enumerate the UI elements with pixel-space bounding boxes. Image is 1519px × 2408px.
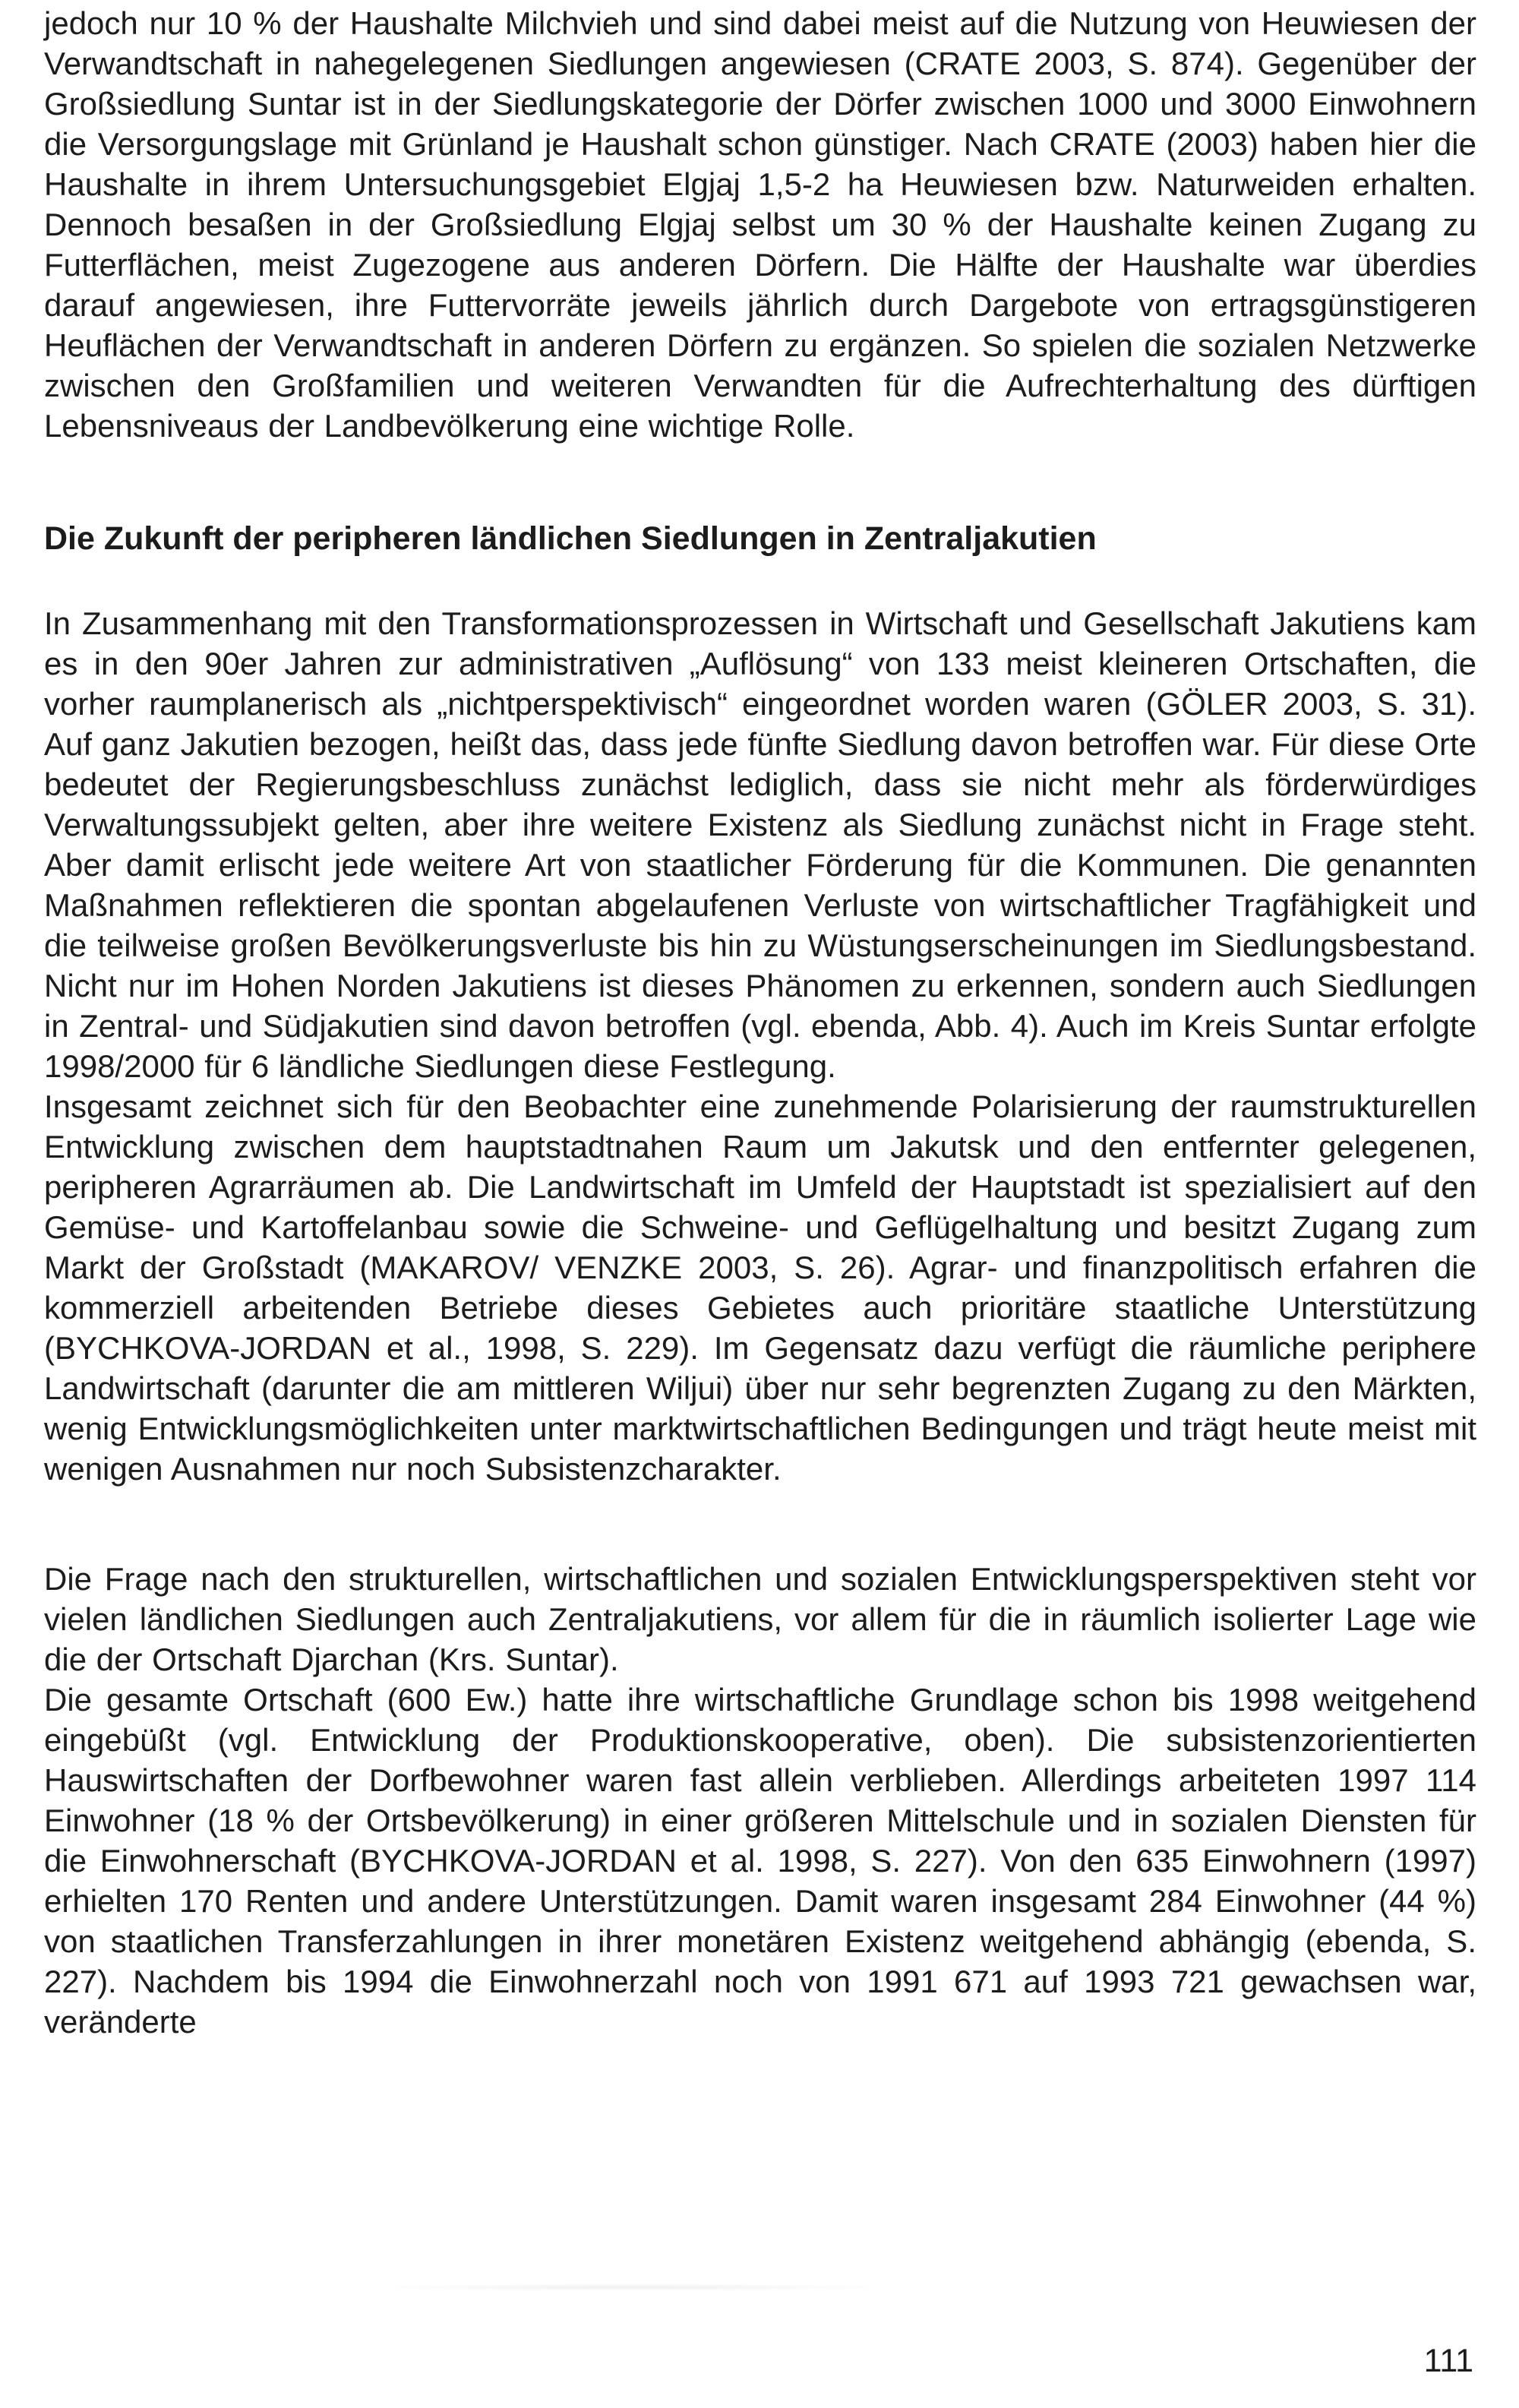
page-body-text	[44, 3, 1476, 2042]
body-paragraph-3: Insgesamt zeichnet sich für den Beobachter eine zunehmende Polarisierung der raumstrukturellen Entwicklung zwischen dem hauptstadtnahen Raum um Jakutsk und den entfernter gelegenen, peripheren Agrarräumen ab. Die Landwirtschaft im Umfeld der Hauptstadt ist spezialisiert auf den Gemüse- und Kartoffelanbau sowie die Schweine- und Geflügelhaltung und besitzt Zugang zum Markt der Großstadt (MAKAROV/ VENZKE 2003, S. 26). Agrar- und finanzpolitisch erfahren die kommerziell arbeitenden Betriebe dieses Gebietes auch prioritäre staatliche Unterstützung (BYCHKOVA-JORDAN et al., 1998, S. 229). Im Gegensatz dazu verfügt die räumliche periphere Landwirtschaft (darunter die am mittleren Wiljui) über nur sehr begrenzten Zugang zu den Märkten, wenig Entwicklungsmöglichkeiten unter marktwirtschaftlichen Bedingungen und trägt heute meist mit wenigen Ausnahmen nur noch Subsistenzcharakter.	[44, 1089, 1476, 1487]
body-paragraph-1: jedoch nur 10 % der Haushalte Milchvieh und sind dabei meist auf die Nutzung von Heuwiesen der Verwandtschaft in nahegelegenen Siedlungen angewiesen (CRATE 2003, S. 874). Gegenüber der Großsiedlung Suntar ist in der Siedlungskategorie der Dörfer zwischen 1000 und 3000 Einwohnern die Versorgungslage mit Grünland je Haushalt schon günstiger. Nach CRATE (2003) haben hier die Haushalte in ihrem Untersuchungsgebiet Elgjaj 1,5-2 ha Heuwiesen bzw. Naturweiden erhalten. Dennoch besaßen in der Großsiedlung Elgjaj selbst um 30 % der Haushalte keinen Zugang zu Futterflächen, meist Zugezogene aus anderen Dörfern. Die Hälfte der Haushalte war überdies darauf angewiesen, ihre Futtervorräte jeweils jährlich durch Dargebote von ertragsgünstigeren Heuflächen der Verwandtschaft in anderen Dörfern zu ergänzen. So spielen die sozialen Netzwerke zwischen den Großfamilien und weiteren Verwandten für die Aufrechterhaltung des dürftigen Lebensniveaus der Landbevölkerung eine wichtige Rolle.	[44, 5, 1476, 444]
scan-artifact	[365, 2283, 896, 2291]
body-paragraph-2: In Zusammenhang mit den Transformationsprozessen in Wirtschaft und Gesellschaft Jakutiens kam es in den 90er Jahren zur administrativen „Auflösung“ von 133 meist kleineren Ortschaften, die vorher raumplanerisch als „nichtperspektivisch“ eingeordnet worden waren (GÖLER 2003, S. 31). Auf ganz Jakutien bezogen, heißt das, dass jede fünfte Siedlung davon betroffen war. Für diese Orte bedeutet der Regierungsbeschluss zunächst lediglich, dass sie nicht mehr als förderwürdiges Verwaltungssubjekt gelten, aber ihre weitere Existenz als Siedlung zunächst nicht in Frage steht. Aber damit erlischt jede weitere Art von staatlicher Förderung für die Kommunen. Die genannten Maßnahmen reflektieren die spontan abgelaufenen Verluste von wirtschaftlicher Tragfähigkeit und die teilweise großen Bevölkerungsverluste bis hin zu Wüstungserscheinungen im Siedlungsbestand. Nicht nur im Hohen Norden Jakutiens ist dieses Phänomen zu erkennen, sondern auch Siedlungen in Zentral- und Südjakutien sind davon betroffen (vgl. ebenda, Abb. 4). Auch im Kreis Suntar erfolgte 1998/2000 für 6 ländliche Siedlungen diese Festlegung.	[44, 605, 1476, 1084]
section-heading: Die Zukunft der peripheren ländlichen Siedlungen in Zentraljakutien	[44, 520, 1097, 557]
body-paragraph-4: Die Frage nach den strukturellen, wirtschaftlichen und sozialen Entwicklungsperspektiven steht vor vielen ländlichen Siedlungen auch Zentraljakutiens, vor allem für die in räumlich isolierter Lage wie die der Ortschaft Djarchan (Krs. Suntar).	[44, 1561, 1476, 1677]
page-number: 111	[1423, 2343, 1473, 2379]
body-paragraph-5: Die gesamte Ortschaft (600 Ew.) hatte ihre wirtschaftliche Grundlage schon bis 1998 weitgehend eingebüßt (vgl. Entwicklung der Produktionskooperative, oben). Die subsistenzorientierten Hauswirtschaften der Dorfbewohner waren fast allein verblieben. Allerdings arbeiteten 1997 114 Einwohner (18 % der Ortsbevölkerung) in einer größeren Mittelschule und in sozialen Diensten für die Einwohnerschaft (BYCHKOVA-JORDAN et al. 1998, S. 227). Von den 635 Einwohnern (1997) erhielten 170 Renten und andere Unterstützungen. Damit waren insgesamt 284 Einwohner (44 %) von staatlichen Transferzahlungen in ihrer monetären Existenz weitgehend abhängig (ebenda, S. 227). Nachdem bis 1994 die Einwohnerzahl noch von 1991 671 auf 1993 721 gewachsen war, veränderte	[44, 1682, 1476, 2040]
